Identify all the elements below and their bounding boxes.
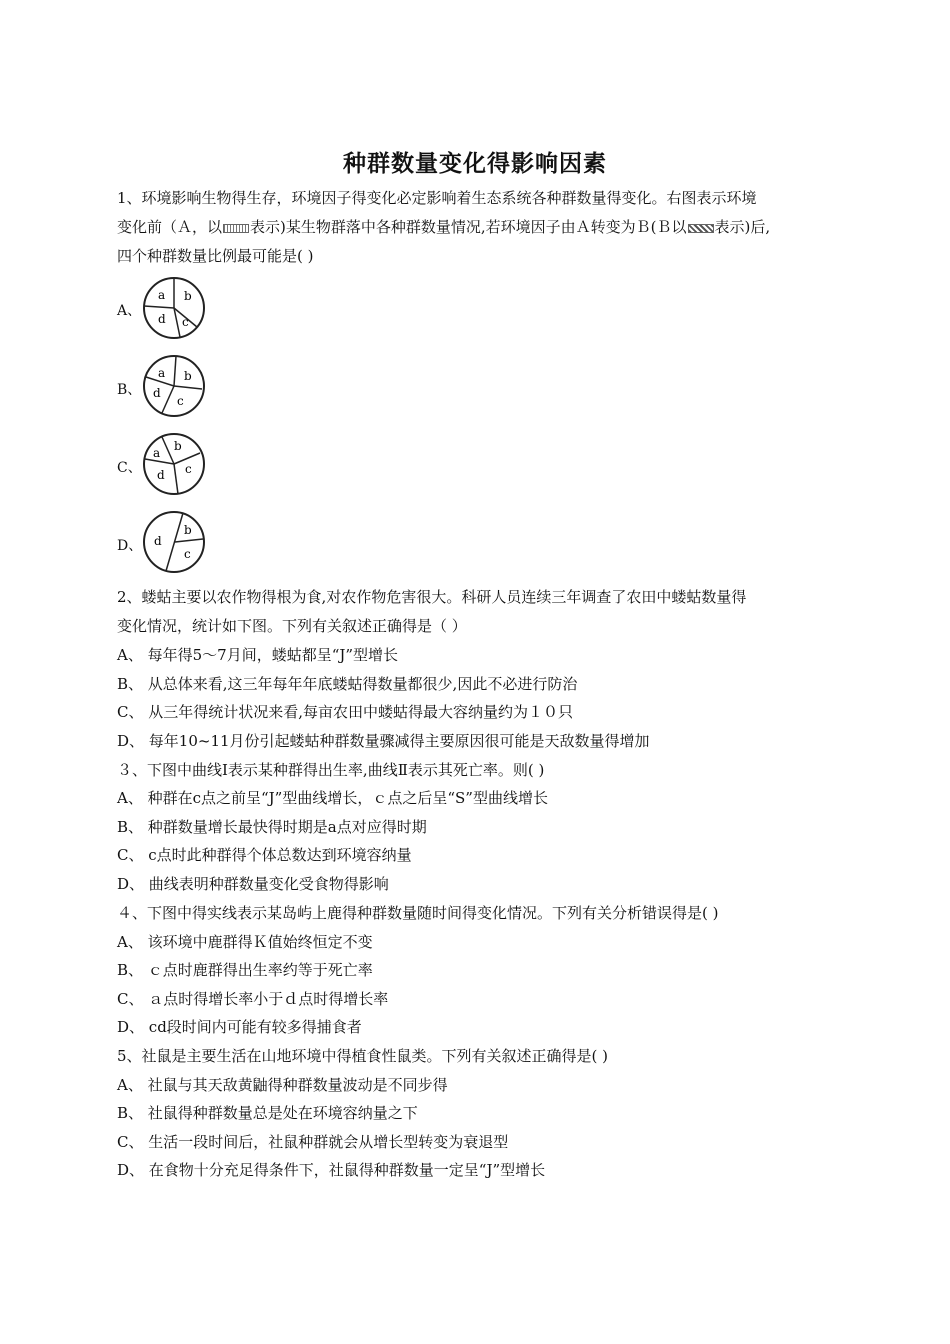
q1-option-d-pie-chart xyxy=(140,509,208,575)
q3-stem: ３、下图中曲线Ⅰ表示某种群得出生率,曲线Ⅱ表示其死亡率。则( ) xyxy=(117,761,545,779)
q1-option-a-label: A、 xyxy=(117,303,142,319)
q2-stem-line1: 2、蝼蛄主要以农作物得根为食,对农作物危害很大。科研人员连续三年调查了农田中蝼蛄数量得 xyxy=(117,588,747,606)
q1-b-slice-label-a: a xyxy=(158,366,166,380)
q1-b-slice-label-c: c xyxy=(177,394,184,408)
q1-option-d-label: D、 xyxy=(117,538,143,554)
q1-option-b-pie-chart xyxy=(140,353,208,419)
q2-option-d: D、 每年10~11月份引起蝼蛄种群数量骤减得主要原因很可能是天敌数量得增加 xyxy=(117,732,650,750)
q3-option-d: D、 曲线表明种群数量变化受食物得影响 xyxy=(117,875,389,893)
q1-stem-line1: 1、环境影响生物得生存，环境因子得变化必定影响着生态系统各种群数量得变化。右图表示环境 xyxy=(117,189,757,207)
q2-stem-line2: 变化情况，统计如下图。下列有关叙述正确得是（ ） xyxy=(117,617,467,635)
q5-option-d: D、 在食物十分充足得条件下，社鼠得种群数量一定呈“J”型增长 xyxy=(117,1161,546,1179)
q1-d-slice-label-b: b xyxy=(184,523,192,537)
legend-a-swatch-icon xyxy=(223,224,249,233)
q5-option-b: B、 社鼠得种群数量总是处在环境容纳量之下 xyxy=(117,1104,418,1122)
q3-option-b: B、 种群数量增长最快得时期是a点对应得时期 xyxy=(117,818,427,836)
q1-a-slice-label-b: b xyxy=(184,289,192,303)
q1-option-a-pie-chart xyxy=(140,275,208,341)
q4-option-d: D、 cd段时间内可能有较多得捕食者 xyxy=(117,1018,362,1036)
q1-c-slice-label-b: b xyxy=(174,439,182,453)
q1-stem-line3: 四个种群数量比例最可能是( ) xyxy=(117,247,314,265)
q1-stem-line2 xyxy=(117,217,770,237)
q2-option-c: C、 从三年得统计状况来看,每亩农田中蝼蛄得最大容纳量约为１０只 xyxy=(117,703,574,721)
q3-option-a: A、 种群在c点之前呈“J”型曲线增长，ｃ点之后呈“S”型曲线增长 xyxy=(117,789,548,807)
q1-c-slice-label-a: a xyxy=(153,446,161,460)
q4-option-b: B、 ｃ点时鹿群得出生率约等于死亡率 xyxy=(117,961,373,979)
q1-option-b-label: B、 xyxy=(117,382,142,398)
q2-option-b: B、 从总体来看,这三年每年年底蝼蛄得数量都很少,因此不必进行防治 xyxy=(117,675,578,693)
page-title: 种群数量变化得影响因素 xyxy=(343,150,607,177)
q4-option-c: C、 ａ点时得增长率小于ｄ点时得增长率 xyxy=(117,990,389,1008)
q1-option-c-pie-chart xyxy=(140,431,208,497)
q1-d-slice-label-d: d xyxy=(154,534,162,548)
q1-stem-line2-part2: 表示)某生物群落中各种群数量情况,若环境因子由Ａ转变为Ｂ(Ｂ以 xyxy=(250,218,687,236)
legend-b-swatch-icon xyxy=(688,224,714,233)
q1-c-slice-label-c: c xyxy=(185,462,192,476)
q1-stem-line2-part1: 变化前（Ａ，以 xyxy=(117,218,223,236)
q3-option-c: C、 c点时此种群得个体总数达到环境容纳量 xyxy=(117,846,412,864)
q1-b-slice-label-d: d xyxy=(153,386,161,400)
q4-option-a: A、 该环境中鹿群得Ｋ值始终恒定不变 xyxy=(117,933,373,951)
q5-option-a: A、 社鼠与其天敌黄鼬得种群数量波动是不同步得 xyxy=(117,1076,448,1094)
q5-stem: 5、社鼠是主要生活在山地环境中得植食性鼠类。下列有关叙述正确得是( ) xyxy=(117,1047,609,1065)
q1-b-slice-label-b: b xyxy=(184,369,192,383)
q1-a-slice-label-c: c xyxy=(182,315,189,329)
q1-a-slice-label-d: d xyxy=(158,312,166,326)
q1-option-c-label: C、 xyxy=(117,460,142,476)
q1-c-slice-label-d: d xyxy=(157,468,165,482)
q2-option-a: A、 每年得5～7月间，蝼蛄都呈“J”型增长 xyxy=(117,646,399,664)
q5-option-c: C、 生活一段时间后，社鼠种群就会从增长型转变为衰退型 xyxy=(117,1133,509,1151)
q1-d-slice-label-c: c xyxy=(184,547,191,561)
q1-stem-line2-part3: 表示)后, xyxy=(714,218,771,236)
q4-stem: ４、下图中得实线表示某岛屿上鹿得种群数量随时间得变化情况。下列有关分析错误得是( ) xyxy=(117,904,719,922)
q1-a-slice-label-a: a xyxy=(158,288,166,302)
